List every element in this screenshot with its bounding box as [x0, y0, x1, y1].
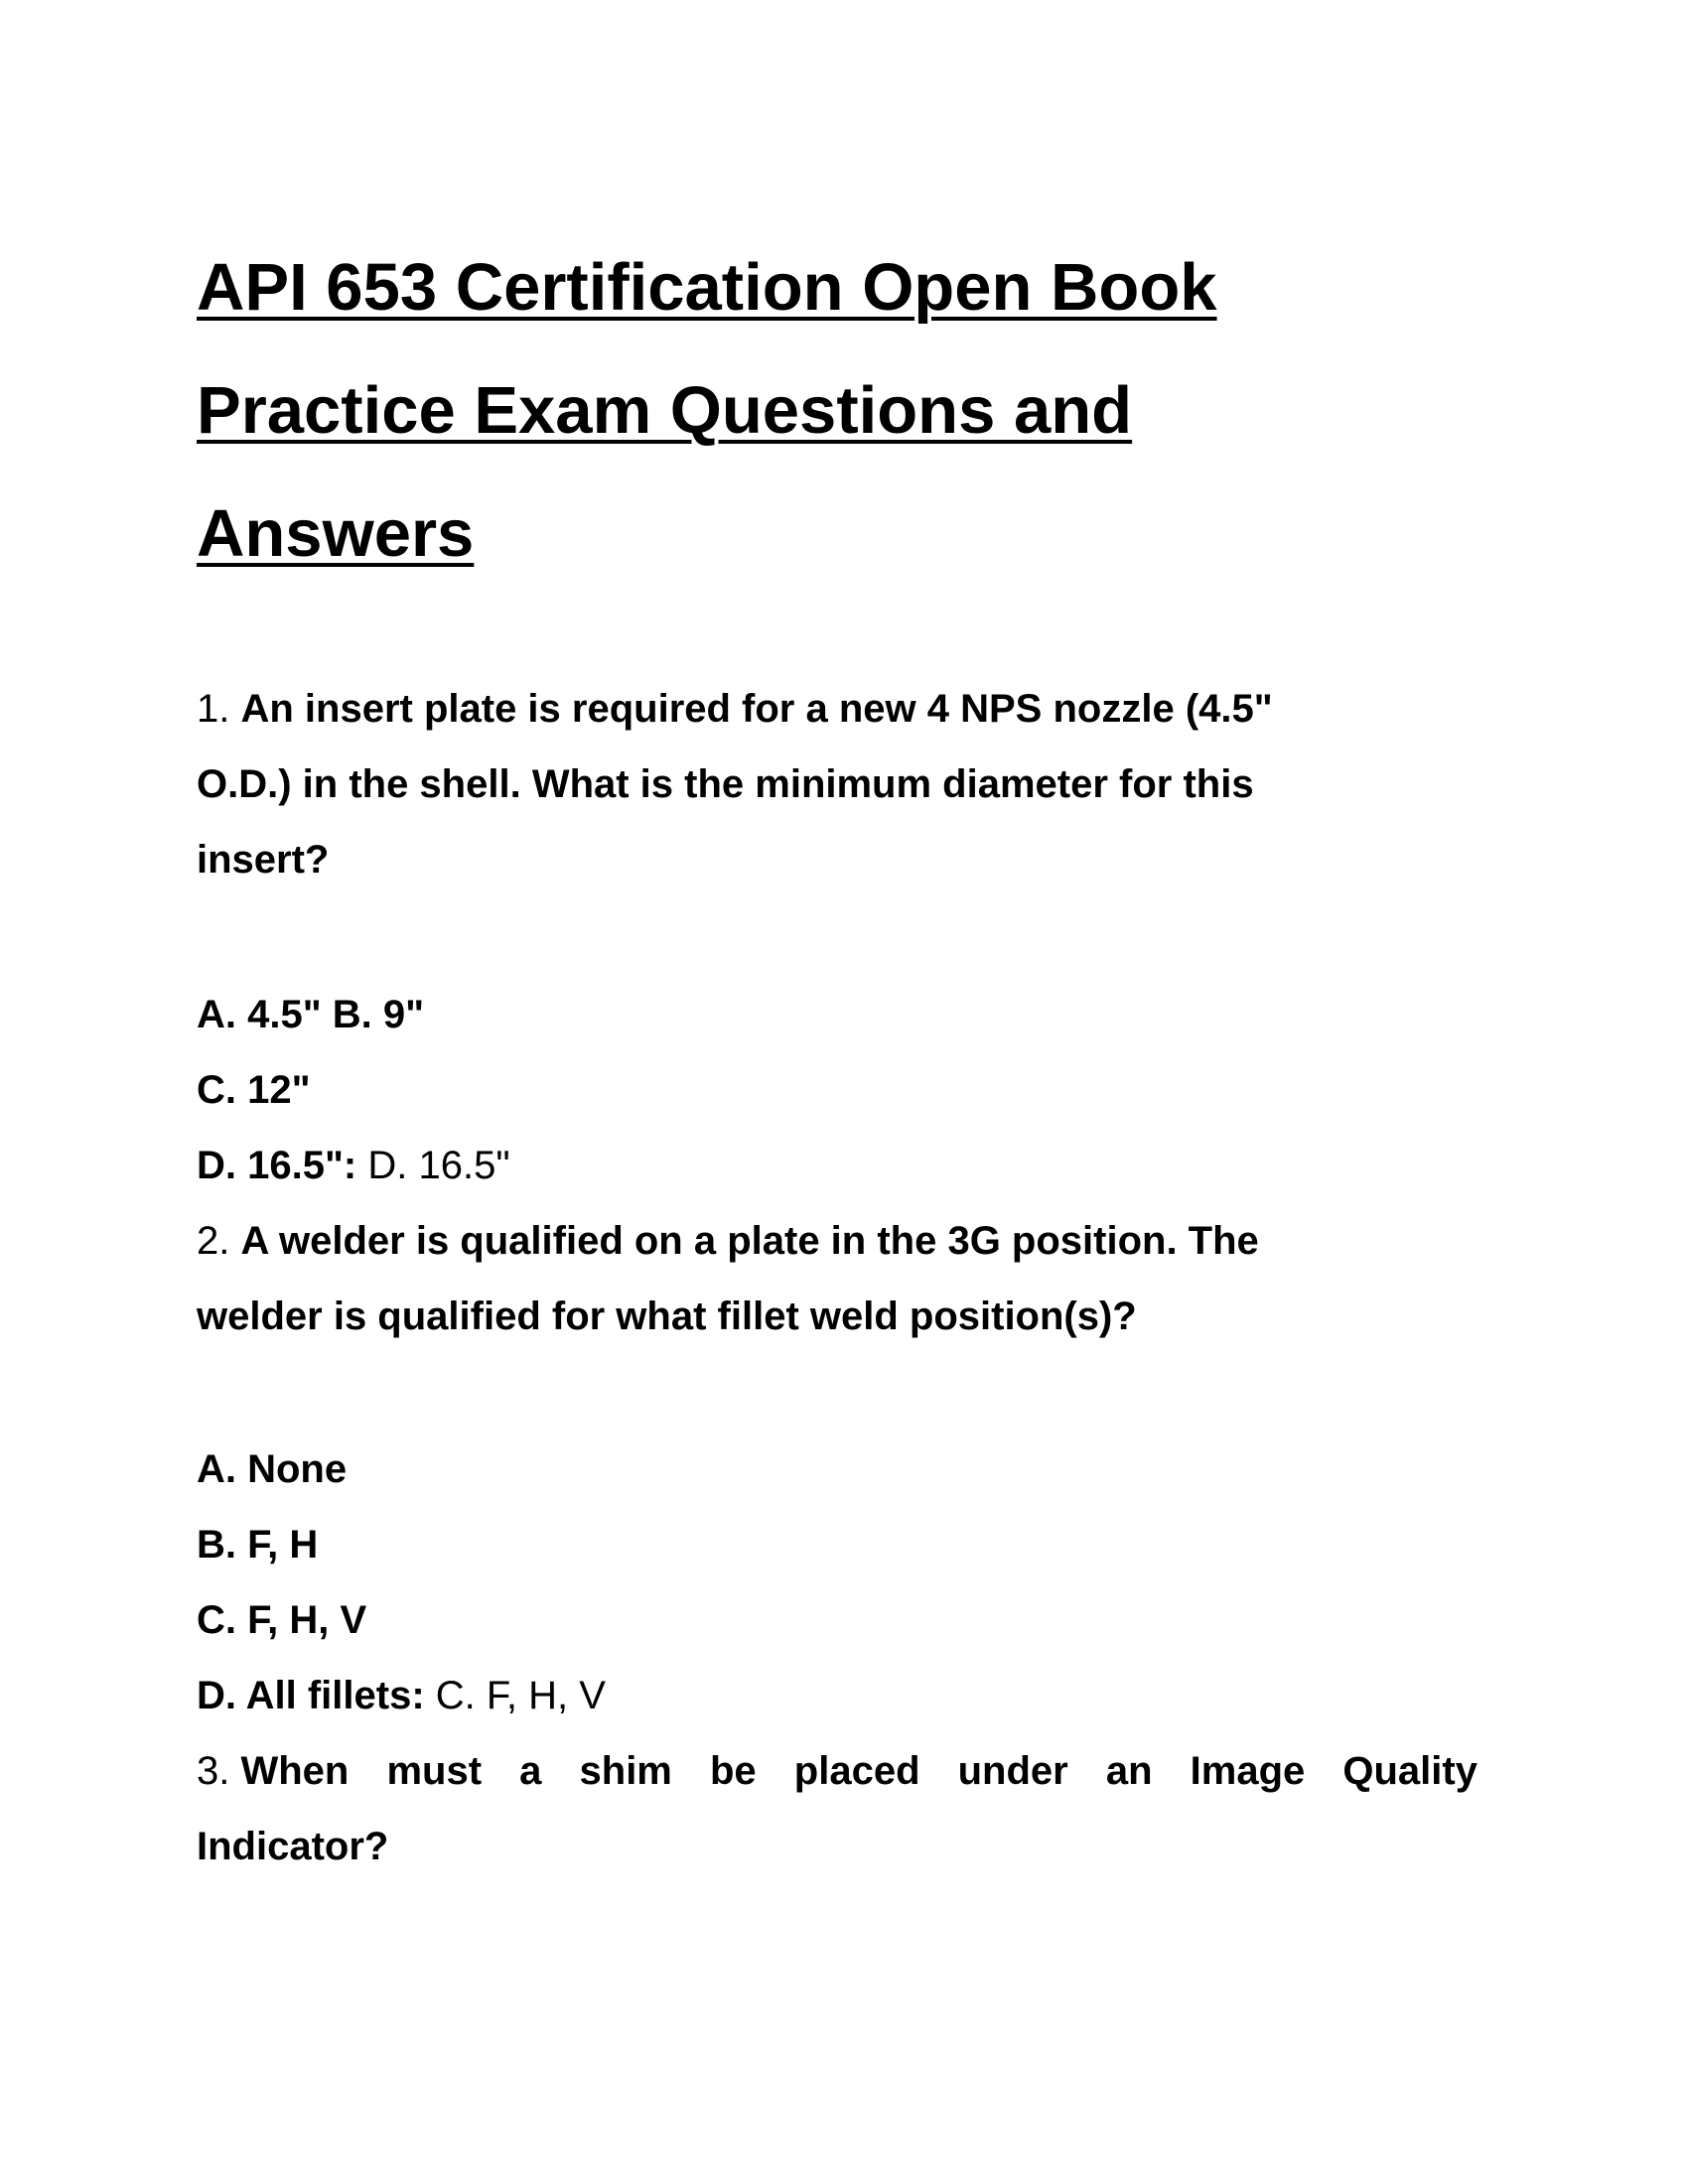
question-2 — [197, 1203, 1477, 1279]
question-number: 1. — [197, 687, 230, 731]
option-line: A. 4.5" B. 9" — [197, 993, 425, 1036]
answer-text: C. F, H, V — [435, 1674, 606, 1717]
answer-text: D. 16.5" — [367, 1144, 510, 1187]
question-text-line: insert? — [197, 838, 330, 882]
question-text-line: A welder is qualified on a plate in the 3G position. The — [240, 1219, 1259, 1263]
question-text-line: O.D.) in the shell. What is the minimum diameter for this — [197, 762, 1254, 806]
question-word: shim — [579, 1749, 672, 1793]
option-line: D. 16.5": — [197, 1144, 357, 1187]
question-2-options — [197, 1432, 1477, 1884]
page-title — [197, 226, 1507, 596]
title-line-1: API 653 Certification Open Book — [197, 250, 1217, 325]
title-line-2: Practice Exam Questions and — [197, 373, 1133, 448]
option-line: C. F, H, V — [197, 1598, 367, 1642]
question-3 — [197, 1733, 1477, 1809]
question-word: be — [709, 1749, 757, 1793]
question-word: When — [240, 1749, 350, 1793]
question-word: a — [519, 1749, 542, 1793]
question-text-line: welder is qualified for what fillet weld position(s)? — [197, 1295, 1137, 1338]
question-1 — [197, 671, 1477, 897]
question-word: Quality — [1342, 1749, 1477, 1793]
question-word: under — [957, 1749, 1068, 1793]
option-line: C. 12" — [197, 1068, 311, 1112]
question-number: 3. — [197, 1749, 230, 1793]
question-1-options — [197, 977, 1477, 1354]
question-text-line: Indicator? — [197, 1825, 389, 1868]
title-line-3: Answers — [197, 496, 475, 571]
question-text-line: An insert plate is required for a new 4 NPS nozzle (4.5" — [240, 687, 1273, 731]
option-line: D. All fillets: — [197, 1674, 425, 1717]
option-line: B. F, H — [197, 1523, 319, 1567]
question-number: 2. — [197, 1219, 230, 1263]
question-word: placed — [793, 1749, 920, 1793]
question-word: must — [386, 1749, 483, 1793]
question-word: an — [1105, 1749, 1153, 1793]
question-word: Image — [1190, 1749, 1306, 1793]
option-line: A. None — [197, 1447, 348, 1491]
